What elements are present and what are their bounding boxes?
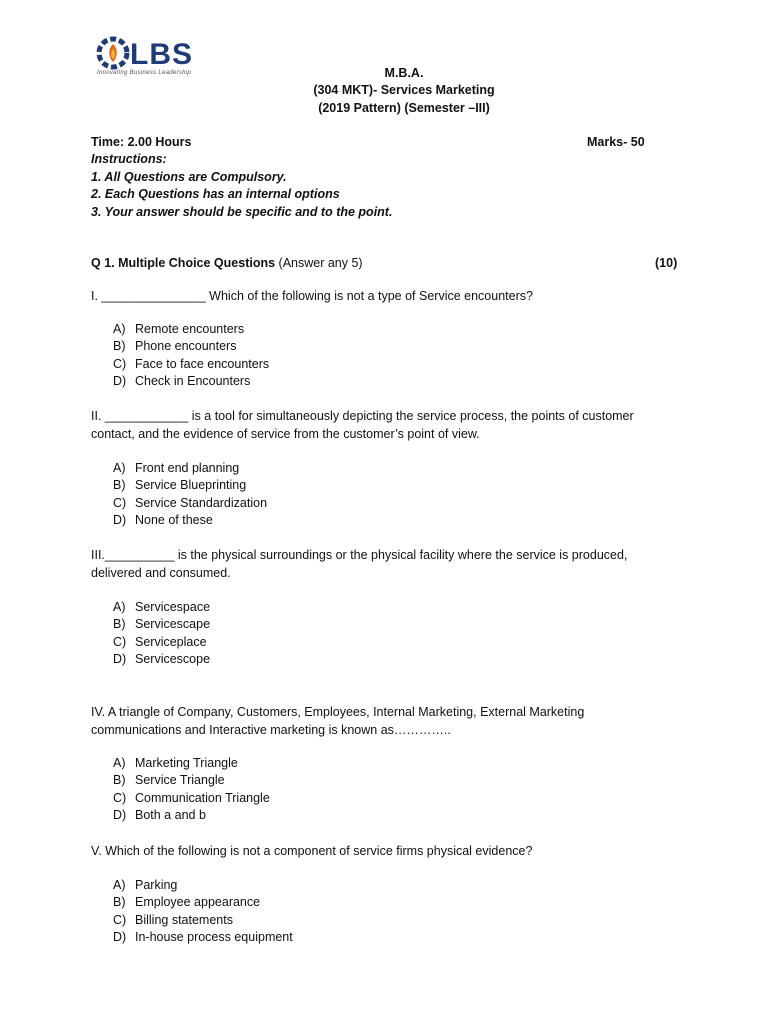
option: A) Marketing Triangle bbox=[113, 756, 238, 770]
question-text: IV. A triangle of Company, Customers, Employees, Internal Marketing, External Marketing bbox=[91, 705, 585, 719]
option: B) Servicescape bbox=[113, 617, 211, 632]
exam-time: Time: 2.00 Hours bbox=[91, 135, 192, 149]
options-list bbox=[113, 321, 269, 391]
question-text: contact, and the evidence of service from the customer’s point of view. bbox=[91, 427, 480, 441]
options-list bbox=[113, 599, 210, 669]
instructions-title: Instructions: bbox=[91, 152, 167, 166]
option: C) Face to face encounters bbox=[113, 356, 270, 371]
option: B) Service Triangle bbox=[113, 773, 225, 788]
question-text: V. Which of the following is not a component of service firms physical evidence? bbox=[91, 844, 533, 858]
section-marks: (10) bbox=[655, 256, 678, 270]
instruction-item: 1. All Questions are Compulsory. bbox=[91, 170, 287, 184]
option: A) Remote encounters bbox=[113, 322, 245, 336]
option: D) Check in Encounters bbox=[113, 374, 251, 389]
option: C) Service Standardization bbox=[113, 495, 268, 510]
options-list bbox=[113, 755, 270, 825]
option: A) Servicespace bbox=[113, 600, 211, 614]
logo-tagline: Innovating Business Leadership bbox=[97, 70, 192, 76]
options-list bbox=[113, 460, 267, 530]
option: D) Both a and b bbox=[113, 808, 206, 823]
section-title bbox=[91, 255, 363, 273]
question-text: communications and Interactive marketing is known as………….. bbox=[91, 723, 451, 737]
options-list bbox=[113, 877, 293, 947]
logo-wordmark: LBS bbox=[130, 38, 193, 71]
instruction-item: 2. Each Questions has an internal options bbox=[91, 187, 340, 201]
option: D) None of these bbox=[113, 513, 213, 528]
option: B) Service Blueprinting bbox=[113, 478, 247, 493]
question-text: III.__________ is the physical surroundings or the physical facility where the service is produced, bbox=[91, 548, 628, 562]
option: B) Phone encounters bbox=[113, 339, 237, 354]
option: A) Parking bbox=[113, 878, 178, 892]
question-text: I. _______________ Which of the following is not a type of Service encounters? bbox=[91, 289, 533, 303]
instruction-item: 3. Your answer should be specific and to the point. bbox=[91, 205, 393, 219]
option: C) Serviceplace bbox=[113, 634, 207, 649]
option: A) Front end planning bbox=[113, 461, 240, 475]
option: C) Billing statements bbox=[113, 912, 233, 927]
section-title-bold: Q 1. Multiple Choice Questions bbox=[91, 256, 276, 270]
exam-marks: Marks- 50 bbox=[587, 135, 645, 149]
header-pattern: (2019 Pattern) (Semester –III) bbox=[318, 101, 490, 115]
option: B) Employee appearance bbox=[113, 895, 261, 910]
header-degree: M.B.A. bbox=[384, 66, 424, 80]
header-course: (304 MKT)- Services Marketing bbox=[313, 83, 495, 97]
option: D) In-house process equipment bbox=[113, 930, 293, 945]
question-text: II. ____________ is a tool for simultaneously depicting the service process, the points of customer bbox=[91, 409, 634, 423]
option: D) Servicescope bbox=[113, 652, 211, 667]
section-title-rest: (Answer any 5) bbox=[275, 256, 363, 270]
option: C) Communication Triangle bbox=[113, 790, 270, 805]
question-text: delivered and consumed. bbox=[91, 566, 231, 580]
